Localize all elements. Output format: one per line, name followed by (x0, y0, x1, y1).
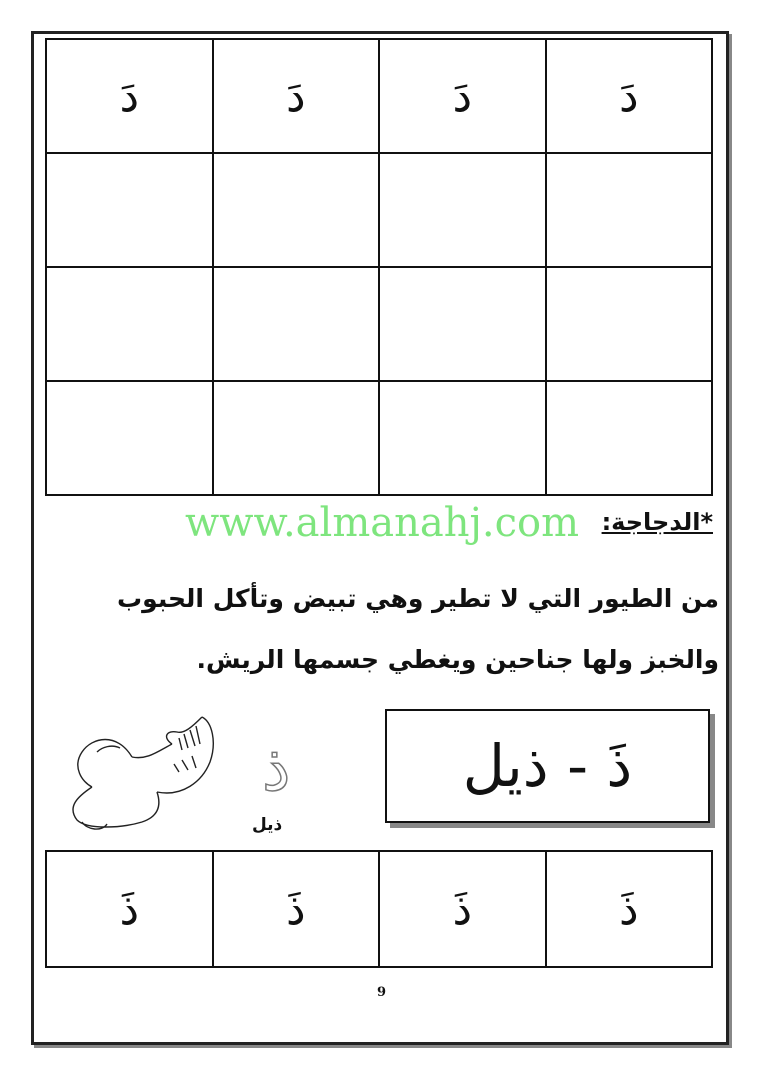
paragraph-line: والخبز ولها جناحين ويغطي جسمها الريش. (196, 645, 719, 674)
letter-thal: ذَ (285, 883, 306, 935)
tail-caption: ذيل (252, 815, 283, 835)
grid-cell (46, 851, 213, 967)
grid-cell (379, 851, 546, 967)
grid-row (46, 39, 712, 153)
grid-cell-empty (546, 153, 713, 267)
grid-cell-empty (213, 153, 380, 267)
letter-dal: دَ (119, 70, 140, 122)
grid-cell (213, 851, 380, 967)
grid-cell-empty (379, 267, 546, 381)
grid-cell (379, 39, 546, 153)
tracing-grid-thal (45, 850, 713, 968)
grid-cell-empty (46, 267, 213, 381)
grid-row (46, 851, 712, 967)
word-box-text: ذَ - ذيل (462, 732, 633, 800)
grid-cell-empty (213, 267, 380, 381)
grid-row (46, 381, 712, 495)
paragraph-line: من الطيور التي لا تطير وهي تبيض وتأكل الحبوب (117, 584, 719, 613)
grid-cell (213, 39, 380, 153)
grid-cell-empty (379, 381, 546, 495)
grid-cell (46, 39, 213, 153)
letter-thal: ذَ (618, 883, 639, 935)
heading-row (45, 500, 713, 556)
outline-letter-thal: ذ (262, 732, 291, 806)
grid-cell (546, 39, 713, 153)
tracing-grid-dal (45, 38, 713, 496)
page-number: 9 (376, 985, 387, 1000)
description-paragraph (45, 568, 719, 690)
grid-cell-empty (46, 153, 213, 267)
word-box (385, 709, 710, 823)
tail-icon (62, 712, 232, 837)
grid-cell-empty (379, 153, 546, 267)
watermark: www.almanahj.com (185, 500, 580, 546)
grid-cell-empty (213, 381, 380, 495)
letter-thal: ذَ (452, 883, 473, 935)
grid-cell-empty (546, 381, 713, 495)
grid-row (46, 153, 712, 267)
letter-thal: ذَ (119, 883, 140, 935)
grid-cell (546, 851, 713, 967)
letter-dal: دَ (285, 70, 306, 122)
section-heading: *الدجاجة: (601, 508, 713, 536)
grid-cell-empty (546, 267, 713, 381)
letter-dal: دَ (452, 70, 473, 122)
grid-row (46, 267, 712, 381)
letter-dal: دَ (618, 70, 639, 122)
grid-cell-empty (46, 381, 213, 495)
